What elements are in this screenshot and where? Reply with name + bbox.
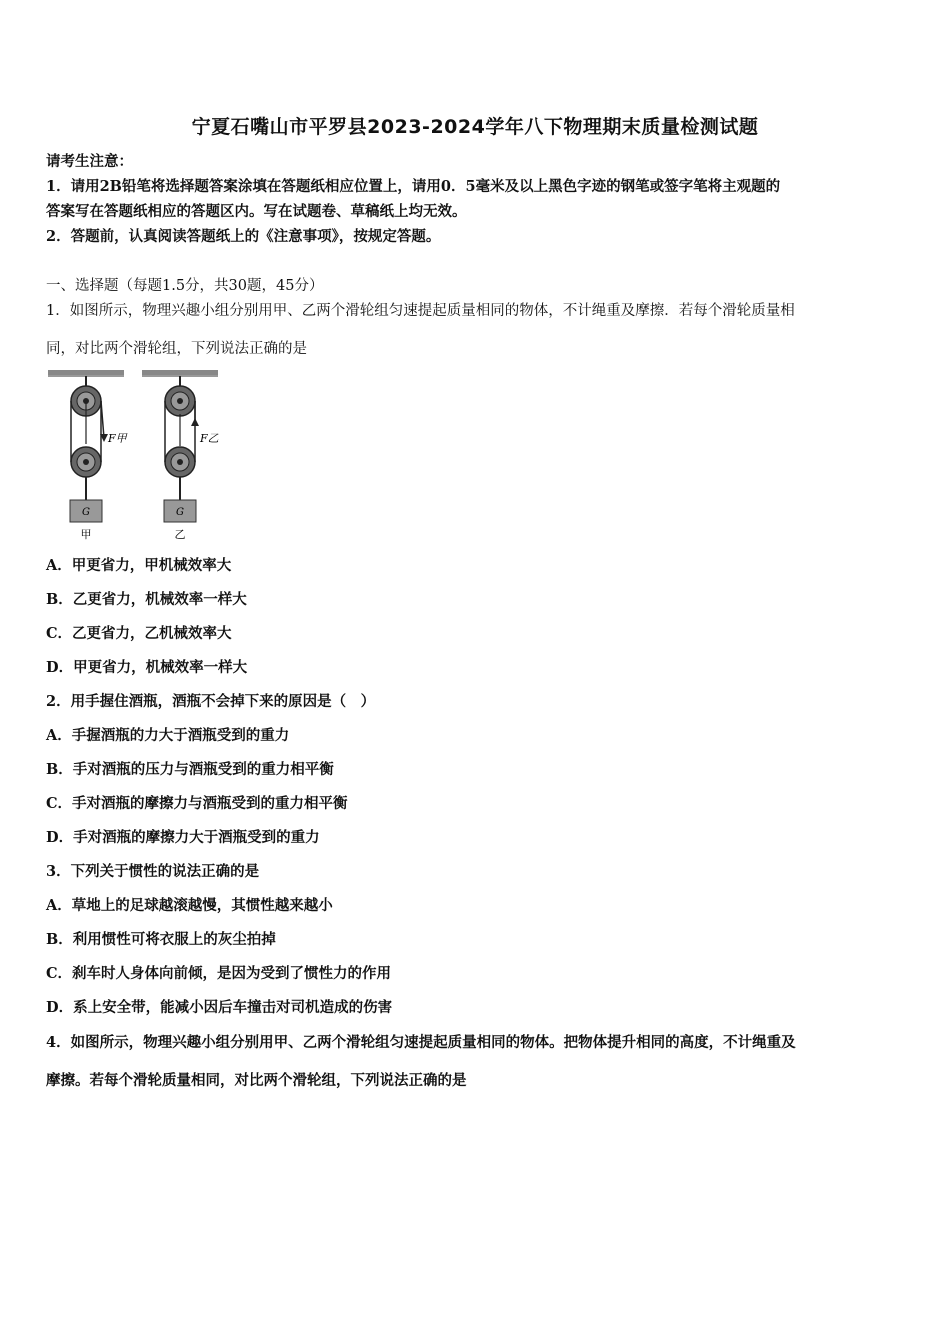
q3-option-a: A．草地上的足球越滚越慢，其惯性越来越小 <box>46 897 333 914</box>
q2-option-b: B．手对酒瓶的压力与酒瓶受到的重力相平衡 <box>46 761 334 778</box>
q3-stem: 3．下列关于惯性的说法正确的是 <box>46 863 260 880</box>
right-ceiling <box>142 370 218 375</box>
q2-option-c: C．手对酒瓶的摩擦力与酒瓶受到的重力相平衡 <box>46 795 348 812</box>
pulley-figure <box>44 366 234 546</box>
left-pulley-system <box>70 376 108 522</box>
q1-option-d: D．甲更省力，机械效率一样大 <box>46 659 248 676</box>
right-force-label: F乙 <box>200 432 219 445</box>
q2-option-a: A．手握酒瓶的力大于酒瓶受到的重力 <box>46 727 290 744</box>
notice-line-2: 答案写在答题纸相应的答题区内。写在试题卷、草稿纸上均无效。 <box>46 203 467 220</box>
q1-option-b: B．乙更省力，机械效率一样大 <box>46 591 247 608</box>
section-heading: 一、选择题（每题1.5分，共30题，45分） <box>46 278 324 294</box>
q3-option-d: D．系上安全带，能减小因后车撞击对司机造成的伤害 <box>46 999 393 1016</box>
q3-option-b: B．利用惯性可将衣服上的灰尘拍掉 <box>46 931 276 948</box>
q1-stem-line-2: 同，对比两个滑轮组，下列说法正确的是 <box>46 341 307 357</box>
right-weight-label: G <box>176 507 184 518</box>
q1-stem-line-1: 1．如图所示，物理兴趣小组分别用甲、乙两个滑轮组匀速提起质量相同的物体，不计绳重及摩擦．若每个滑轮质量相 <box>46 303 795 319</box>
q4-stem-line-2: 摩擦。若每个滑轮质量相同，对比两个滑轮组，下列说法正确的是 <box>46 1072 467 1089</box>
q2-stem: 2．用手握住酒瓶，酒瓶不会掉下来的原因是（ ） <box>46 693 376 710</box>
q2-option-d: D．手对酒瓶的摩擦力大于酒瓶受到的重力 <box>46 829 320 846</box>
right-pulley-system <box>164 376 199 522</box>
left-force-label: F甲 <box>108 432 127 445</box>
q1-option-a: A．甲更省力，甲机械效率大 <box>46 557 232 574</box>
notice-line-3: 2．答题前，认真阅读答题纸上的《注意事项》，按规定答题。 <box>46 228 441 245</box>
right-caption: 乙 <box>174 528 186 541</box>
q1-option-c: C．乙更省力，乙机械效率大 <box>46 625 232 642</box>
left-caption: 甲 <box>80 528 92 541</box>
q3-option-c: C．刹车时人身体向前倾，是因为受到了惯性力的作用 <box>46 965 392 982</box>
q4-stem-line-1: 4．如图所示，物理兴趣小组分别用甲、乙两个滑轮组匀速提起质量相同的物体。把物体提升相同的高度，不计绳重及 <box>46 1034 796 1051</box>
notice-line-1: 1．请用2B铅笔将选择题答案涂填在答题纸相应位置上，请用0．5毫米及以上黑色字迹的钢笔或签字笔将主观题的 <box>46 178 781 195</box>
left-ceiling <box>48 370 124 375</box>
notice-heading: 请考生注意： <box>46 153 133 170</box>
left-weight-label: G <box>82 507 90 518</box>
page-title: 宁夏石嘴山市平罗县2023-2024学年八下物理期末质量检测试题 <box>191 116 759 138</box>
